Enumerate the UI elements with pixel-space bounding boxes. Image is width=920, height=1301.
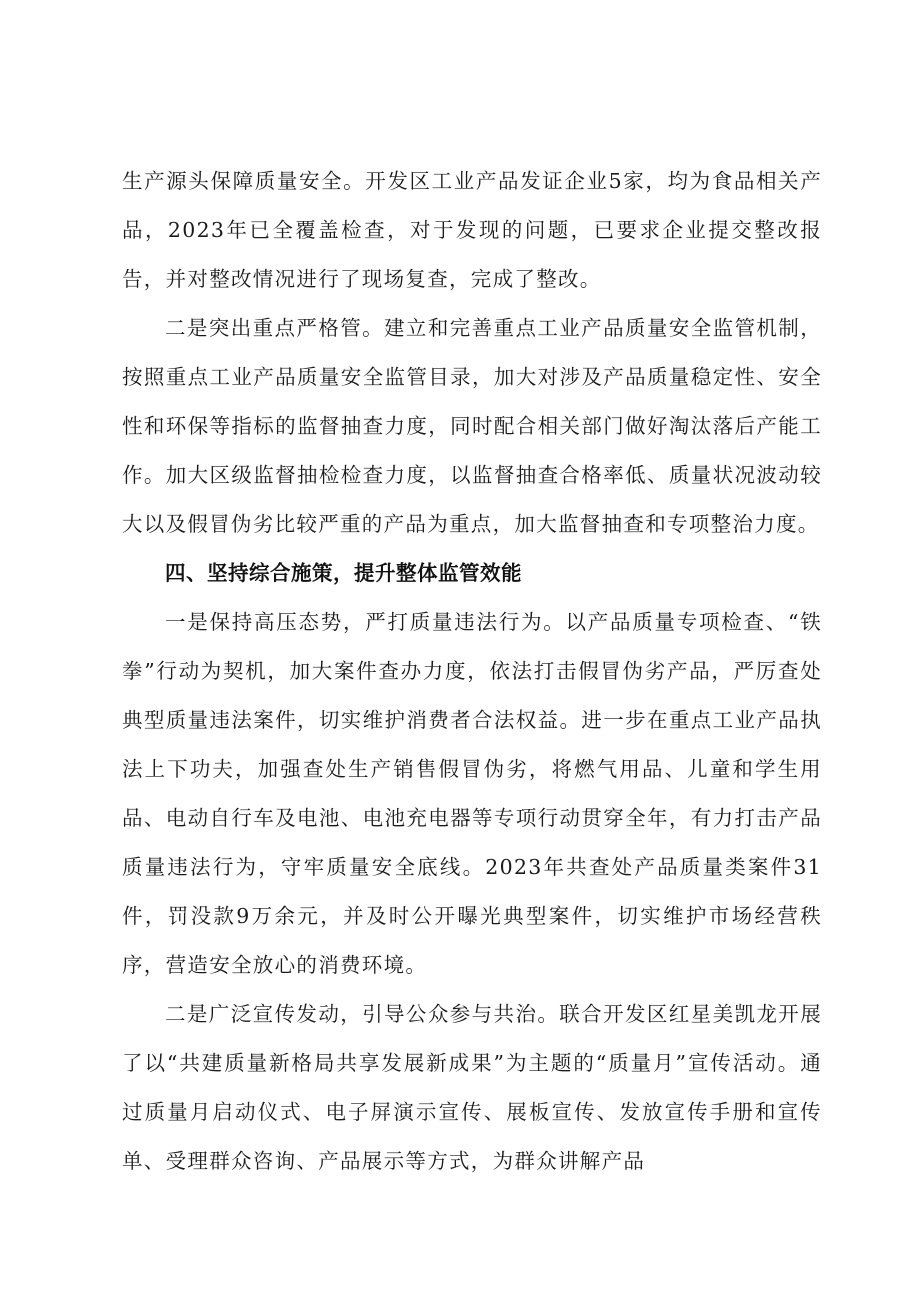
document-body <box>122 157 822 1186</box>
section-heading-comprehensive-measures: 四、坚持综合施策，提升整体监管效能 <box>165 561 522 585</box>
paragraph-quality-source-continuation: 生产源头保障质量安全。开发区工业产品发证企业5家，均为食品相关产品，2023年已全覆盖检查，对于发现的问题，已要求企业提交整改报告，并对整改情况进行了现场复查，完成了整改。 <box>122 169 822 291</box>
paragraph-publicity-mobilization: 二是广泛宣传发动，引导公众参与共治。联合开发区红星美凯龙开展了以“共建质量新格局共享发展新成果”为主题的“质量月”宣传活动。通过质量月启动仪式、电子屏演示宣传、展板宣传、发放宣传手册和宣传单、受理群众咨询、产品展示等方式，为群众讲解产品 <box>122 1002 822 1173</box>
paragraph-high-pressure-enforcement: 一是保持高压态势，严打质量违法行为。以产品质量专项检查、“铁拳”行动为契机，加大案件查办力度，依法打击假冒伪劣产品，严厉查处典型质量违法案件，切实维护消费者合法权益。进一步在重点工业产品执法上下功夫，加强查处生产销售假冒伪劣，将燃气用品、儿童和学生用品、电动自行车及电池、电池充电器等专项行动贯穿全年，有力打击产品质量违法行为，守牢质量安全底线。2023年共查处产品质量类案件31件，罚没款9万余元，并及时公开曝光典型案件，切实维护市场经营秩序，营造安全放心的消费环境。 <box>122 610 822 977</box>
paragraph-key-products-supervision: 二是突出重点严格管。建立和完善重点工业产品质量安全监管机制，按照重点工业产品质量安全监管目录，加大对涉及产品质量稳定性、安全性和环保等指标的监督抽查力度，同时配合相关部门做好淘汰落后产能工作。加大区级监督抽检检查力度，以监督抽查合格率低、质量状况波动较大以及假冒伪劣比较严重的产品为重点，加大监督抽查和专项整治力度。 <box>122 316 822 536</box>
